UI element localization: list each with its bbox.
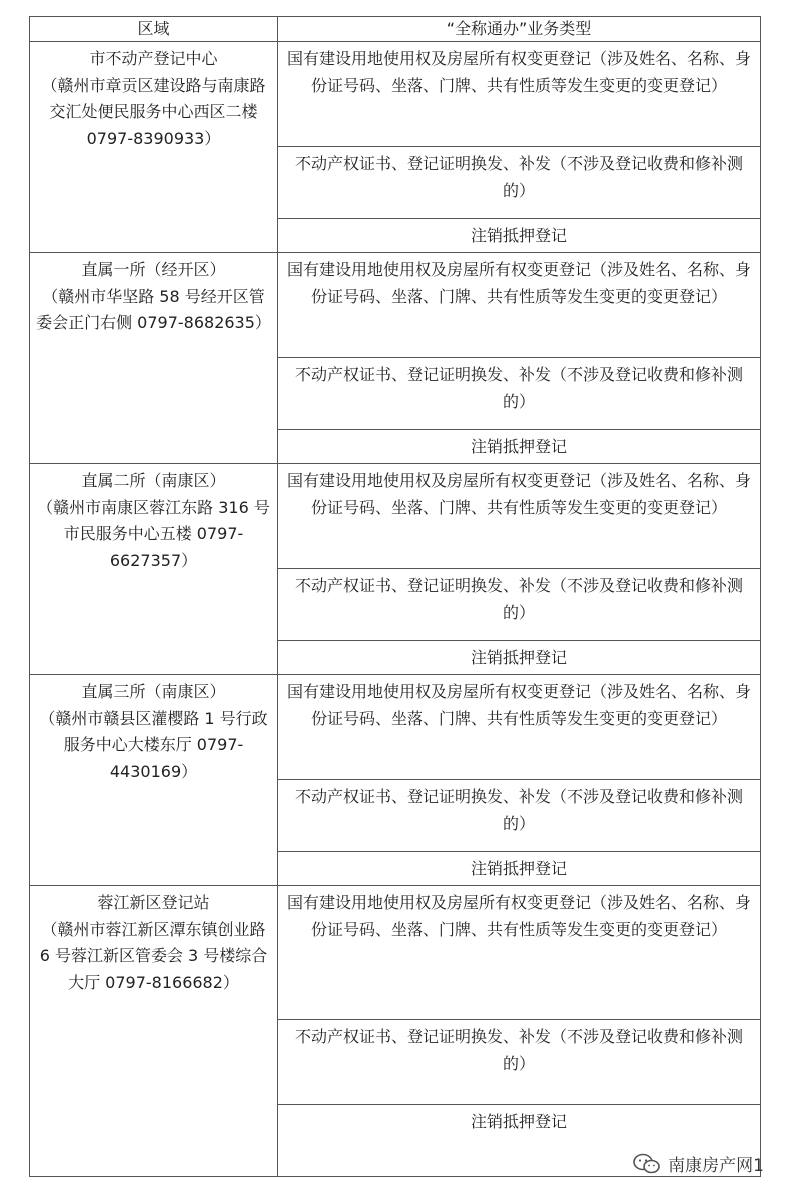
region-address: （赣州市华坚路 58 号经开区管委会正门右侧 0797-8682635） (36, 286, 271, 332)
business-type-text: 注销抵押登记 (470, 437, 567, 456)
business-type-cell (278, 641, 761, 675)
business-type-cell (278, 569, 761, 641)
business-type-text: 国有建设用地使用权及房屋所有权变更登记（涉及姓名、名称、身份证号码、坐落、门牌、共有性质等发生变更的变更登记） (286, 260, 751, 306)
wechat-icon (632, 1153, 662, 1175)
business-type-text: 不动产权证书、登记证明换发、补发（不涉及登记收费和修补测的） (294, 365, 743, 411)
table-body (30, 42, 761, 1177)
region-name: 直属三所（南康区） (81, 682, 226, 701)
business-type-cell (278, 780, 761, 852)
table-row (30, 464, 761, 569)
business-type-cell (278, 253, 761, 358)
business-type-text: 国有建设用地使用权及房屋所有权变更登记（涉及姓名、名称、身份证号码、坐落、门牌、共有性质等发生变更的变更登记） (286, 893, 751, 939)
table-row (30, 886, 761, 1020)
business-type-cell (278, 1020, 761, 1105)
business-type-cell (278, 42, 761, 147)
region-address: （赣州市章贡区建设路与南康路交汇处便民服务中心西区二楼 0797-8390933） (41, 75, 266, 148)
table-row (30, 675, 761, 780)
business-type-text: 不动产权证书、登记证明换发、补发（不涉及登记收费和修补测的） (294, 787, 743, 833)
business-type-cell (278, 852, 761, 886)
business-type-cell (278, 430, 761, 464)
region-name: 蓉江新区登记站 (97, 893, 210, 912)
business-table (29, 16, 761, 1177)
business-type-text: 不动产权证书、登记证明换发、补发（不涉及登记收费和修补测的） (294, 154, 743, 200)
region-name: 市不动产登记中心 (89, 49, 218, 68)
business-type-text: 不动产权证书、登记证明换发、补发（不涉及登记收费和修补测的） (294, 576, 743, 622)
table-row (30, 42, 761, 147)
business-type-text: 注销抵押登记 (470, 648, 567, 667)
region-cell (30, 886, 278, 1177)
region-name: 直属二所（南康区） (81, 471, 226, 490)
business-type-cell (278, 147, 761, 219)
source-watermark (632, 1151, 764, 1176)
region-cell (30, 42, 278, 253)
business-type-text: 国有建设用地使用权及房屋所有权变更登记（涉及姓名、名称、身份证号码、坐落、门牌、共有性质等发生变更的变更登记） (286, 682, 751, 728)
business-type-text: 注销抵押登记 (470, 859, 567, 878)
business-type-cell (278, 358, 761, 430)
business-type-text: 不动产权证书、登记证明换发、补发（不涉及登记收费和修补测的） (294, 1027, 743, 1073)
region-cell (30, 253, 278, 464)
region-address: （赣州市南康区蓉江东路 316 号市民服务中心五楼 0797-6627357） (37, 497, 270, 570)
table-row (30, 253, 761, 358)
business-type-cell (278, 675, 761, 780)
region-cell (30, 675, 278, 886)
business-type-text: 国有建设用地使用权及房屋所有权变更登记（涉及姓名、名称、身份证号码、坐落、门牌、共有性质等发生变更的变更登记） (286, 471, 751, 517)
header-region: 区域 (30, 17, 278, 42)
region-address: （赣州市赣县区灌樱路 1 号行政服务中心大楼东厅 0797-4430169） (39, 708, 268, 781)
business-type-cell (278, 219, 761, 253)
business-type-cell (278, 464, 761, 569)
business-type-text: 国有建设用地使用权及房屋所有权变更登记（涉及姓名、名称、身份证号码、坐落、门牌、共有性质等发生变更的变更登记） (286, 49, 751, 95)
business-type-text: 注销抵押登记 (470, 1112, 567, 1131)
business-type-text: 注销抵押登记 (470, 226, 567, 245)
header-business-type: “全称通办”业务类型 (278, 17, 761, 42)
region-address: （赣州市蓉江新区潭东镇创业路 6 号蓉江新区管委会 3 号楼综合大厅 0797-8166682） (39, 919, 268, 992)
business-type-cell (278, 886, 761, 1020)
region-name: 直属一所（经开区） (81, 260, 226, 279)
table-header-row (30, 17, 761, 42)
source-name: 南康房产网1 (668, 1156, 764, 1176)
region-cell (30, 464, 278, 675)
